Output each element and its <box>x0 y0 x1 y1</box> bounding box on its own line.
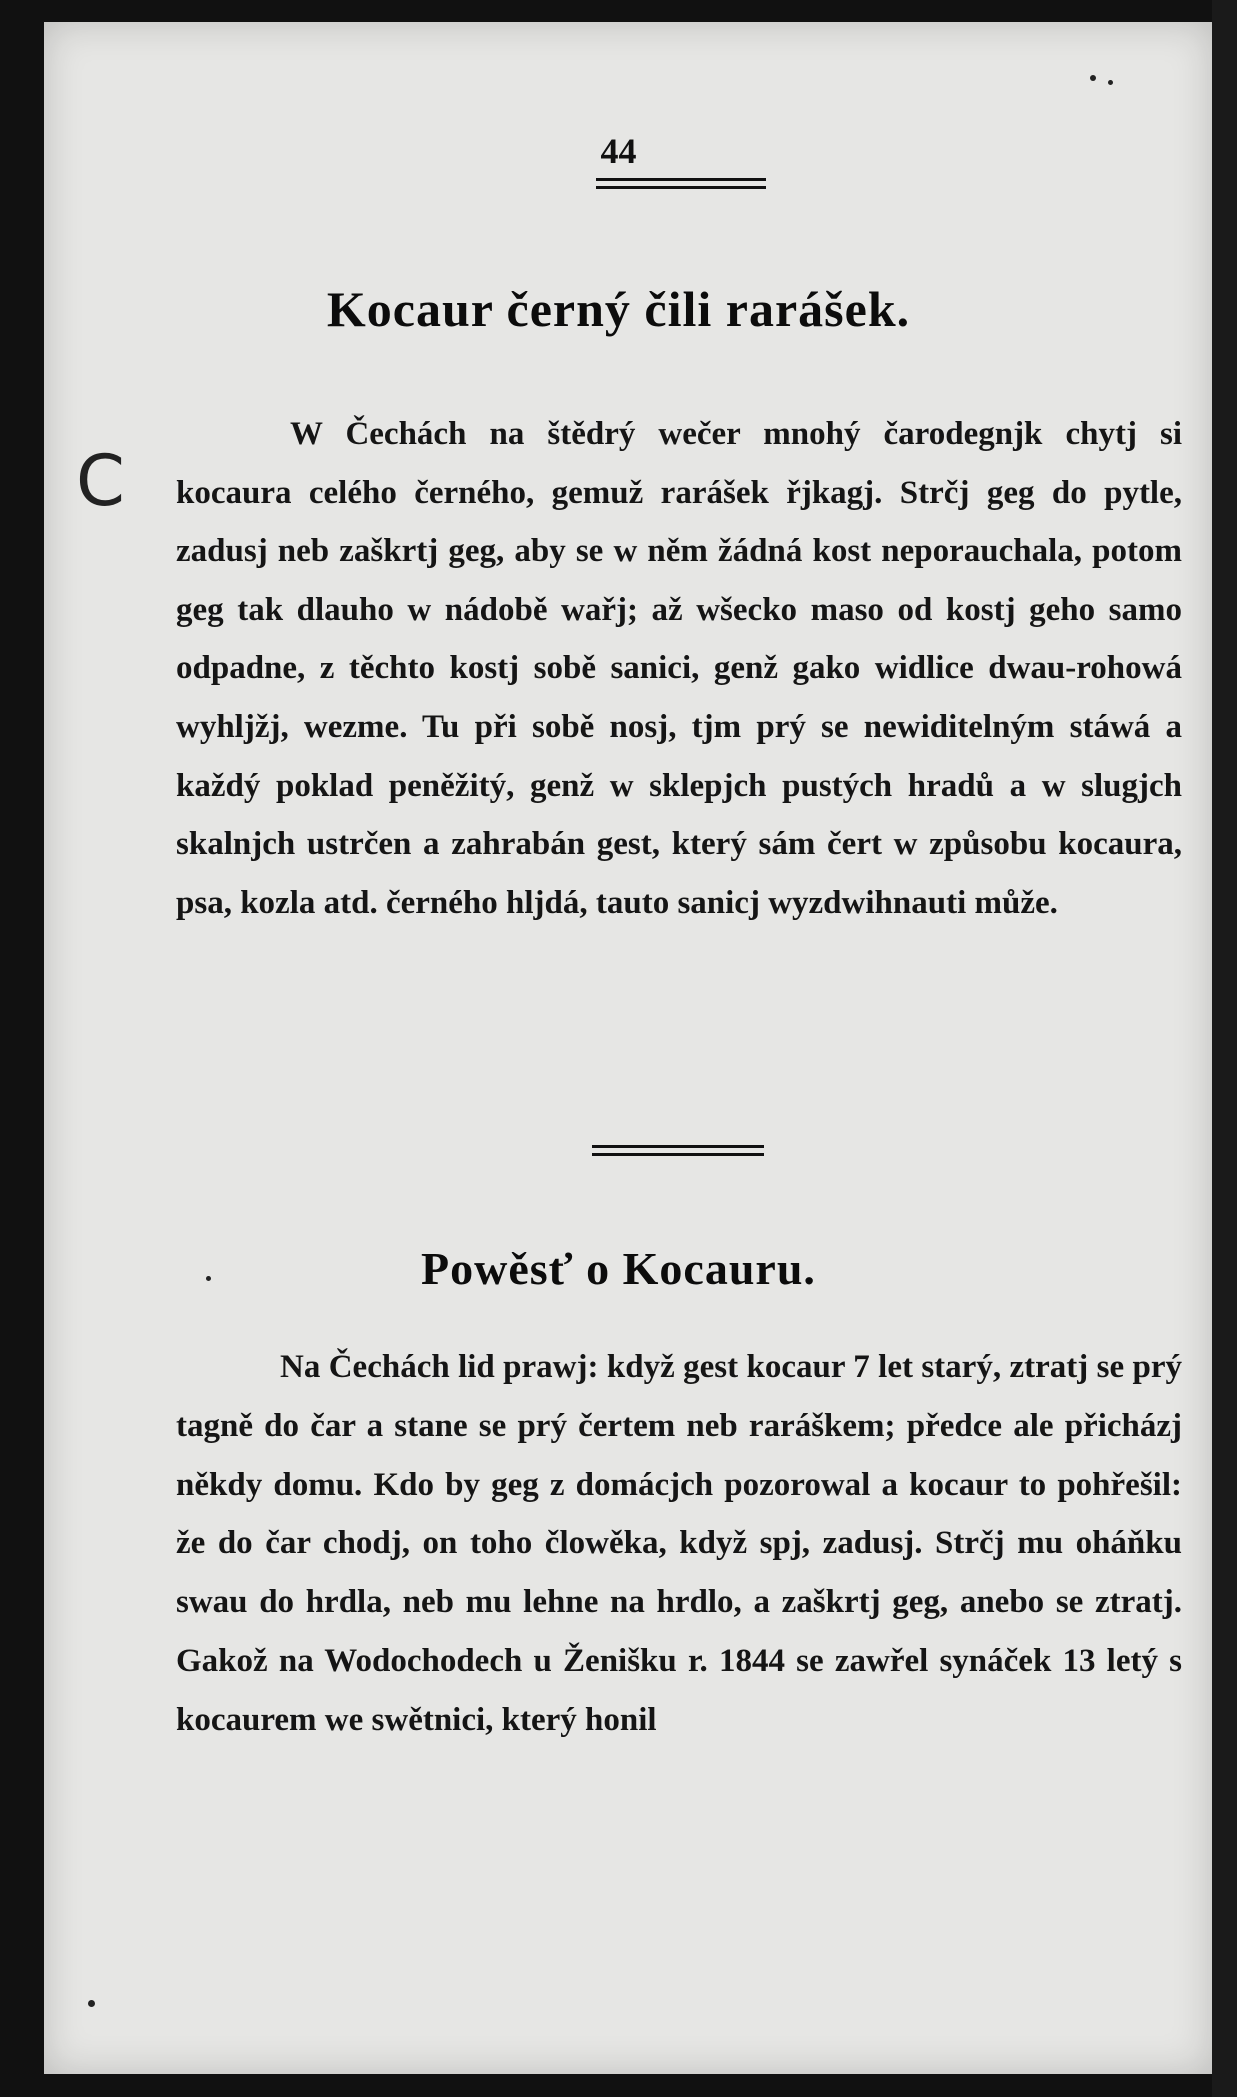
section-body: W Čechách na štědrý wečer mnohý čarodegnjk chytj si kocaura celého černého, gemuž rarášek řjkagj. Strčj geg do pytle, zadusj neb zaškrtj geg, aby se w něm žádná kost neporauchala, potom geg tak dlauho w nádobě wařj; až wšecko maso od kostj geho samo odpadne, z těchto kostj sobě sanici, genž gako widlice dwau-rohowá wyhljžj, wezme. Tu při sobě nosj, tjm prý se newiditelným stáwá a každý poklad peněžitý, genž w sklepjch pustých hradů a w slugjch skalnjch ustrčen a zahrabán gest, který sám čert w způsobu kocaura, psa, kozla atd. černého hljdá, tauto sanicj wyzdwihnauti může. <box>176 416 1182 921</box>
paper-speck <box>1090 75 1096 81</box>
paper-speck <box>206 1276 211 1281</box>
section-divider-top <box>592 1145 764 1148</box>
section-body: Na Čechách lid prawj: když gest kocaur 7 let starý, ztratj se prý tagně do čar a stane se prý čertem neb raráškem; předce ale přicházj někdy domu. Kdo by geg z domácjch pozorowal a kocaur to pohřešil: že do čar chodj, on toho člowěka, když spj, zadusj. Strčj mu oháňku swau do hrdla, neb mu lehne na hrdlo, a zaškrtj geg, anebo se ztratj. Gakož na Wodochodech u Ženišku r. 1844 se zawřel synáček 13 letý s kocaurem we swětnici, který honil <box>176 1349 1182 1738</box>
page-number: 44 <box>600 131 637 171</box>
section-divider-bottom <box>592 1153 764 1156</box>
page-number-rule-top <box>596 178 766 181</box>
paper-speck <box>1108 80 1113 85</box>
section-title: Kocaur černý čili rarášek. <box>326 281 911 337</box>
paper-speck <box>88 2000 95 2007</box>
handwritten-margin-mark: C <box>76 440 125 522</box>
page-number-rule-bottom <box>596 186 766 189</box>
section-title: Powěsť o Kocauru. <box>421 1243 816 1294</box>
